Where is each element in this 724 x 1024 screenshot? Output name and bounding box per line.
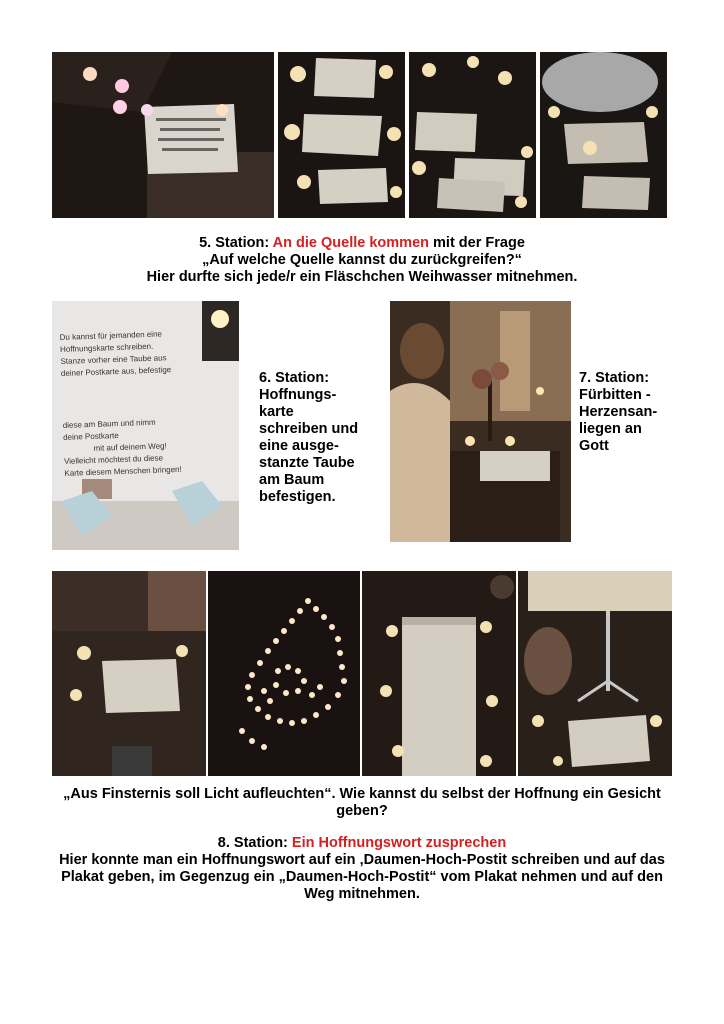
photo-station5-cards-b	[409, 52, 536, 218]
station8-heading: 8. Station: Ein Hoffnungswort zusprechen	[217, 835, 507, 851]
station5-highlight: An die Quelle kommen	[272, 235, 429, 251]
photo-light-scroll	[362, 571, 516, 776]
station6-caption: 6. Station: Hoffnungs- karte schreiben und eine ausge- stanzte Taube am Baum befestigen.	[259, 370, 359, 505]
photo-station5-cards-c	[540, 52, 667, 218]
station6-photo-text: Du kannst für jemanden eine Hoffnungskarte schreiben. Stanze vorher eine Taube aus deiner Postkarte aus, befestige diese am Baum und nimm deine Postkarte mit auf deinem Weg! Vielleicht möchtest du diese Karte diesem Menschen bringen!	[59, 329, 182, 478]
photo-station5-cards-a	[278, 52, 405, 218]
photo-station7-person	[390, 301, 571, 542]
station5-question: „Auf welche Quelle kannst du zurückgreifen?“	[202, 252, 522, 268]
station5-heading: 5. Station: An die Quelle kommen mit der Frage	[199, 235, 525, 251]
photo-light-easel	[518, 571, 672, 776]
station5-note: Hier durfte sich jede/r ein Fläschchen Weihwasser mitnehmen.	[146, 269, 578, 285]
photo-light-floor-card	[52, 571, 206, 776]
station8-caption: 8. Station: Ein Hoffnungswort zusprechen Hier konnte man ein Hoffnungswort auf ein ‚Daumen-Hoch-Postit schreiben und auf das Plakat geben, im Gegenzug ein „Daumen-Hoch-Postit“ vom Plakat nehmen und auf den Weg mitnehmen.	[30, 835, 694, 903]
photo-station6-card	[52, 301, 239, 550]
light-caption: „Aus Finsternis soll Licht aufleuchten“. Wie kannst du selbst der Hoffnung ein Gesicht geben?	[63, 786, 661, 819]
photo-light-dove-candles	[208, 571, 360, 776]
station5-caption	[40, 235, 684, 286]
station7-caption: 7. Station: Fürbitten - Herzensan- liegen an Gott	[579, 370, 658, 454]
station8-highlight: Ein Hoffnungswort zusprechen	[291, 835, 507, 851]
photo-station5-candles	[52, 52, 274, 218]
